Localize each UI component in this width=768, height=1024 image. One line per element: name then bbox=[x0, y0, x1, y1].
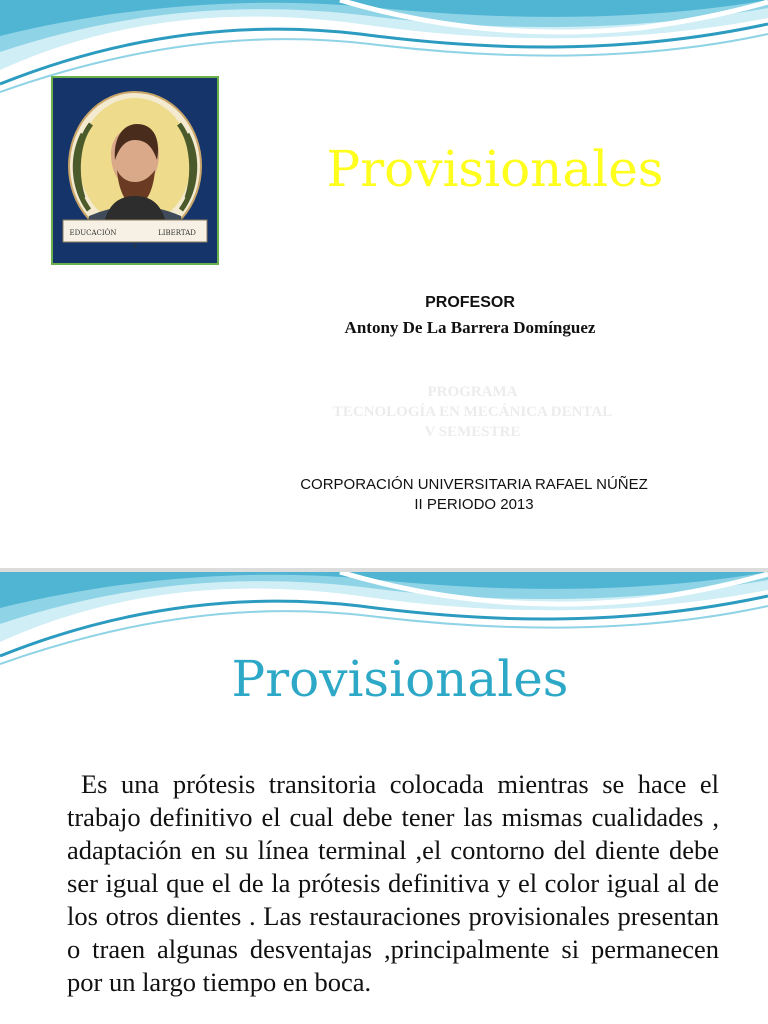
seal-motto-right: LIBERTAD bbox=[158, 229, 196, 237]
program-label: PROGRAMA bbox=[427, 384, 518, 400]
professor-name: Antony De La Barrera Domínguez bbox=[344, 318, 596, 337]
professor-label: PROFESOR bbox=[425, 294, 515, 311]
institution-name: CORPORACIÓN UNIVERSITARIA RAFAEL NÚÑEZ bbox=[300, 476, 648, 493]
university-logo bbox=[51, 76, 219, 265]
semester-label: V SEMESTRE bbox=[424, 424, 521, 440]
seal-motto-middle: Y bbox=[132, 242, 138, 250]
slide-title: Provisionales bbox=[231, 650, 569, 708]
body-paragraph: Es una prótesis transitoria colocada mientras se hace el trabajo definitivo el cual debe tener las mismas cualidades , adaptación en su línea terminal ,el contorno del diente debe ser igual que el de la prótesis definitiva y el color igual al de los otros dientes . Las restauraciones provisionales presentan o traen algunas desventajas ,principalmente si permanecen por un largo tiempo en boca. bbox=[67, 769, 719, 997]
slide-title: Provisionales bbox=[326, 140, 664, 198]
program-name: TECNOLOGÍA EN MECÁNICA DENTAL bbox=[332, 404, 613, 420]
period-label: II PERIODO 2013 bbox=[414, 496, 534, 513]
university-seal-portrait-icon bbox=[53, 78, 217, 263]
seal-motto-left: EDUCACIÓN bbox=[69, 229, 117, 237]
content-slide bbox=[0, 572, 768, 1024]
